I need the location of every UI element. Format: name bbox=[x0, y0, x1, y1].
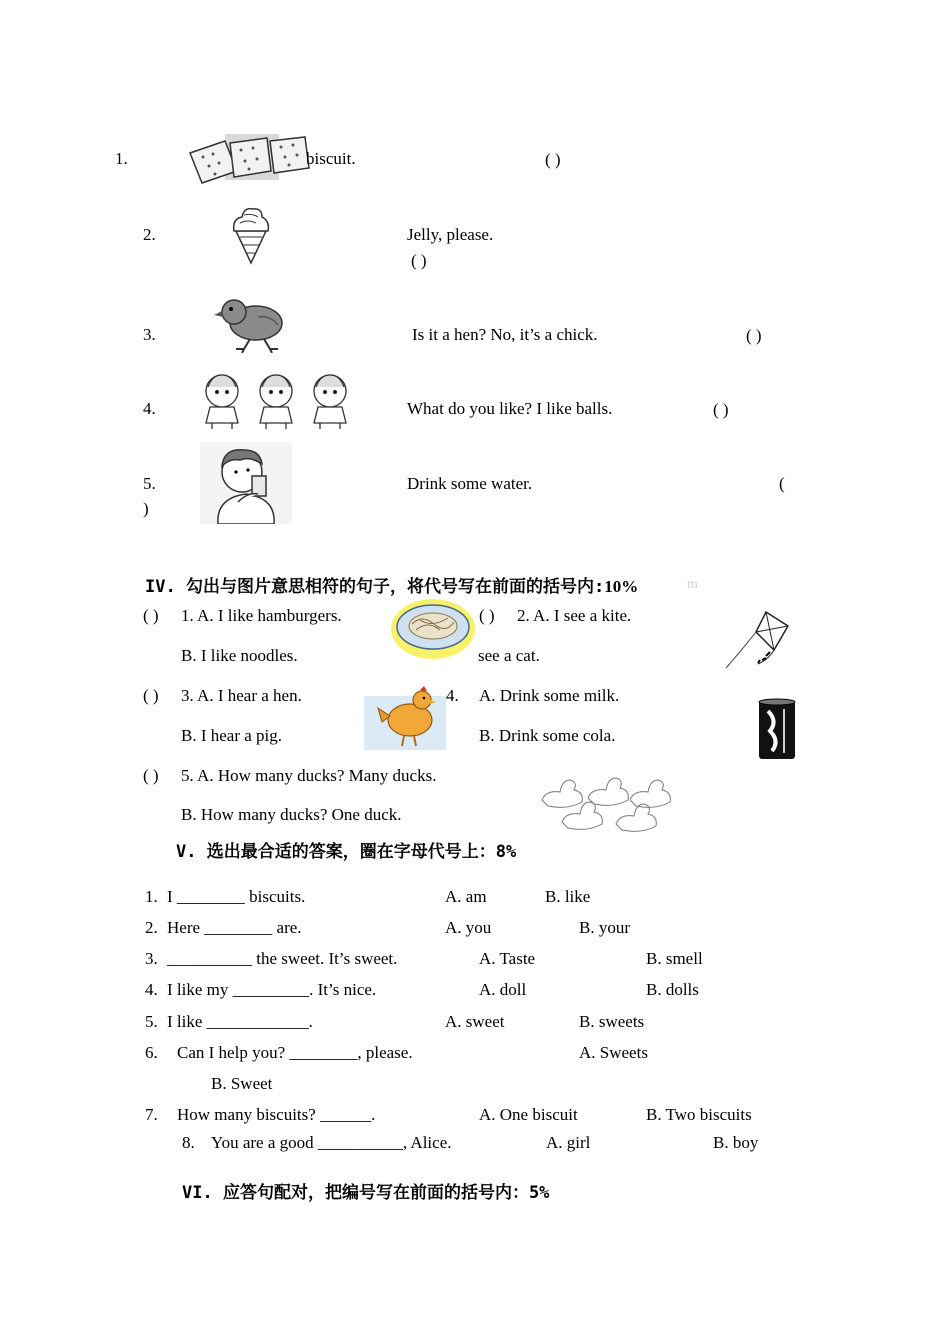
sentence: What do you like? I like balls. bbox=[407, 399, 613, 418]
chick-icon bbox=[212, 295, 286, 353]
option-b[interactable]: B. Two biscuits bbox=[646, 1105, 752, 1124]
option-a[interactable]: A. doll bbox=[479, 980, 527, 999]
option-a[interactable]: A. Taste bbox=[479, 949, 536, 968]
dolls-icon bbox=[198, 371, 354, 431]
option-b[interactable]: B. like bbox=[545, 887, 591, 906]
item-number: 4. bbox=[143, 399, 156, 418]
question-number: 5. bbox=[145, 1012, 158, 1031]
sentence: Is it a hen? No, it’s a chick. bbox=[412, 325, 598, 344]
option-a: 5. A. How many ducks? Many ducks. bbox=[181, 766, 437, 785]
option-a: 1. A. I like hamburgers. bbox=[181, 606, 342, 625]
answer-bracket-close: ) bbox=[143, 499, 149, 518]
option-a: 2. A. I see a kite. bbox=[517, 606, 632, 625]
option-a[interactable]: A. sweet bbox=[445, 1012, 505, 1031]
option-a: A. Drink some milk. bbox=[479, 686, 620, 705]
answer-bracket-open[interactable]: ( bbox=[779, 474, 785, 493]
noodles-icon bbox=[390, 598, 476, 660]
answer-bracket[interactable]: ( ) bbox=[143, 766, 159, 785]
option-b[interactable]: B. boy bbox=[713, 1133, 759, 1152]
faint-mark: m bbox=[687, 577, 698, 592]
item-number: 5. bbox=[143, 474, 156, 493]
question-number: 7. bbox=[145, 1105, 158, 1124]
question-text: I like ____________. bbox=[167, 1012, 313, 1031]
part4-score: 10% bbox=[604, 577, 639, 596]
question-number: 2. bbox=[145, 918, 158, 937]
option-b[interactable]: B. dolls bbox=[646, 980, 699, 999]
option-a: 3. A. I hear a hen. bbox=[181, 686, 302, 705]
option-b[interactable]: B. Sweet bbox=[211, 1074, 273, 1093]
question-text: I ________ biscuits. bbox=[167, 887, 306, 906]
ducks-icon bbox=[538, 770, 680, 842]
item-number: 2. bbox=[143, 225, 156, 244]
option-b: B. I hear a pig. bbox=[181, 726, 283, 745]
option-a[interactable]: A. One biscuit bbox=[479, 1105, 578, 1124]
biscuits-icon bbox=[185, 133, 315, 187]
sentence: Jelly, please. bbox=[407, 225, 494, 244]
question-text: I like my _________. It’s nice. bbox=[167, 980, 377, 999]
question-number: 4. bbox=[145, 980, 158, 999]
question-number: 1. bbox=[145, 887, 158, 906]
cola-can-icon bbox=[756, 697, 798, 763]
answer-bracket[interactable]: ( ) bbox=[713, 400, 729, 419]
option-a[interactable]: A. you bbox=[445, 918, 492, 937]
option-b[interactable]: B. your bbox=[579, 918, 630, 937]
hen-icon bbox=[364, 686, 446, 750]
item-number: 1. bbox=[115, 149, 128, 168]
option-a[interactable]: A. girl bbox=[546, 1133, 591, 1152]
answer-bracket[interactable]: ( ) bbox=[479, 606, 495, 625]
option-b: see a cat. bbox=[478, 646, 540, 665]
option-b[interactable]: B. smell bbox=[646, 949, 703, 968]
option-b[interactable]: B. sweets bbox=[579, 1012, 645, 1031]
ice-cream-icon bbox=[228, 205, 274, 265]
answer-bracket[interactable]: ( ) bbox=[143, 686, 159, 705]
question-text: You are a good __________, Alice. bbox=[211, 1133, 452, 1152]
question-text: Can I help you? ________, please. bbox=[177, 1043, 413, 1062]
part4-heading-text: IV. 勾出与图片意思相符的句子，将代号写在前面的括号内: bbox=[145, 577, 605, 597]
question-number: 3. bbox=[145, 949, 158, 968]
option-b: B. I like noodles. bbox=[181, 646, 298, 665]
item-number: 3. bbox=[143, 325, 156, 344]
option-b: B. How many ducks? One duck. bbox=[181, 805, 402, 824]
answer-bracket[interactable]: ( ) bbox=[545, 150, 561, 169]
question-number: 6. bbox=[145, 1043, 158, 1062]
question-text: Here ________ are. bbox=[167, 918, 302, 937]
sentence: Drink some water. bbox=[407, 474, 533, 493]
part6-heading: VI. 应答句配对，把编号写在前面的括号内：5% bbox=[182, 1183, 550, 1203]
part4-heading bbox=[145, 572, 638, 597]
boy-drinking-icon bbox=[200, 442, 292, 524]
sentence: biscuit. bbox=[306, 149, 356, 168]
answer-bracket[interactable]: ( ) bbox=[143, 606, 159, 625]
question-text: __________ the sweet. It’s sweet. bbox=[167, 949, 398, 968]
part5-heading: V. 选出最合适的答案，圈在字母代号上：8% bbox=[176, 842, 517, 862]
answer-bracket[interactable]: ( ) bbox=[411, 251, 427, 270]
kite-icon bbox=[722, 610, 792, 672]
question-text: How many biscuits? ______. bbox=[177, 1105, 376, 1124]
answer-bracket[interactable]: ( ) bbox=[746, 326, 762, 345]
item-number: 4. bbox=[446, 686, 459, 705]
option-a[interactable]: A. am bbox=[445, 887, 487, 906]
question-number: 8. bbox=[182, 1133, 195, 1152]
option-a[interactable]: A. Sweets bbox=[579, 1043, 648, 1062]
option-b: B. Drink some cola. bbox=[479, 726, 616, 745]
